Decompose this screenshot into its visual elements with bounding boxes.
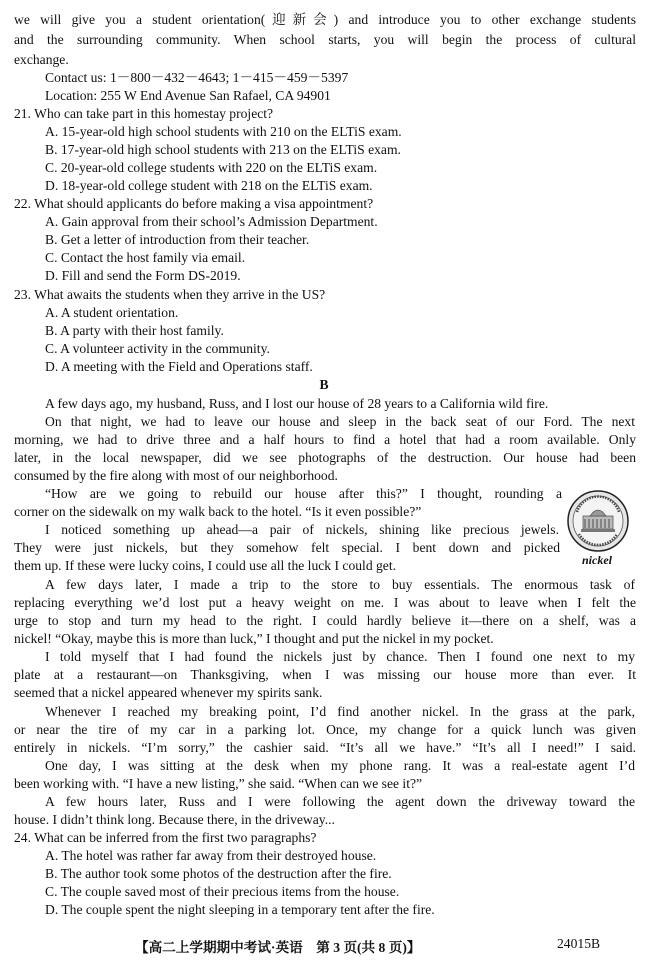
passage-p5-line1: A few days later, I made a trip to the store to buy essentials. The enormous task of	[45, 577, 635, 592]
q24-option-b: B. The author took some photos of the destruction after the fire.	[45, 866, 392, 881]
passage-p2-line1: On that night, we had to leave our house and sleep in the back seat of our Ford. The next	[45, 414, 635, 429]
intro-line-2: and the surrounding community. When school starts, you will begin the process of cultural	[14, 32, 636, 47]
passage-p6-line3: seemed that a nickel appeared whenever my spirits sank.	[14, 685, 323, 700]
q21-stem: 21. Who can take part in this homestay project?	[14, 106, 274, 121]
q22-option-a: A. Gain approval from their school’s Admission Department.	[45, 214, 378, 229]
q22-option-b: B. Get a letter of introduction from their teacher.	[45, 232, 310, 247]
passage-p5-line3: urge to stop and turn my head to the right. I could hardly believe it—there on a shelf, was a	[14, 613, 636, 628]
passage-p7-line3: entirely in nickels. “I’m sorry,” the cashier said. “It’s all we have.” “It’s all I need!” I said.	[14, 740, 636, 755]
passage-p2-line4: consumed by the fire along with most of our neighborhood.	[14, 468, 338, 483]
footer-title: 【高二上学期期中考试·英语 第 3 页(共 8 页)】	[135, 940, 421, 955]
q23-stem: 23. What awaits the students when they arrive in the US?	[14, 287, 326, 302]
section-heading: B	[319, 377, 329, 392]
footer-code: 24015B	[557, 936, 601, 951]
passage-p2-line2: morning, we had to drive three and a half hours to find a hotel that had a room available. Only	[14, 432, 636, 447]
q21-option-b: B. 17-year-old high school students with 213 on the ELTiS exam.	[45, 142, 401, 157]
passage-p8-line1: One day, I was sitting at the desk when my phone rang. It was a real-estate agent I’d	[45, 758, 635, 773]
contact-line: Contact us: 1－800－432－4643; 1－415－459－5397	[45, 70, 349, 85]
q22-option-c: C. Contact the host family via email.	[45, 250, 246, 265]
passage-p4-line2: They were just nickels, but they somehow felt special. I bent down and picked	[14, 540, 560, 555]
passage-p4-line3: them up. If these were lucky coins, I could use all the luck I could get.	[14, 558, 397, 573]
passage-p4-line1: I noticed something up ahead—a pair of nickels, shining like precious jewels.	[45, 522, 559, 537]
passage-p5-line4: nickel! “Okay, maybe this is more than luck,” I thought and put the nickel in my pocket.	[14, 631, 494, 646]
q24-option-d: D. The couple spent the night sleeping in a temporary tent after the fire.	[45, 902, 435, 917]
passage-p6-line2: plate at a restaurant—on Thanksgiving, when I was missing our house more than ever. It	[14, 667, 636, 682]
q24-stem: 24. What can be inferred from the first two paragraphs?	[14, 830, 317, 845]
passage-p7-line2: or near the tire of my car in a parking lot. Once, my change for a quick lunch was given	[14, 722, 636, 737]
passage-p9-line1: A few hours later, Russ and I were following the agent down the driveway toward the	[45, 794, 635, 809]
q23-option-c: C. A volunteer activity in the community.	[45, 341, 270, 356]
q24-option-a: A. The hotel was rather far away from their destroyed house.	[45, 848, 377, 863]
passage-p7-line1: Whenever I reached my breaking point, I’d find another nickel. In the grass at the park,	[45, 704, 635, 719]
q23-option-d: D. A meeting with the Field and Operations staff.	[45, 359, 313, 374]
q22-stem: 22. What should applicants do before making a visa appointment?	[14, 196, 374, 211]
passage-p2-line3: later, in the local newspaper, did we see photographs of the destruction. Our house had been	[14, 450, 636, 465]
q23-option-b: B. A party with their host family.	[45, 323, 224, 338]
q21-option-d: D. 18-year-old college student with 218 on the ELTiS exam.	[45, 178, 373, 193]
passage-p5-line2: replacing everything we’d lost put a heavy weight on me. I was about to leave when I felt the	[14, 595, 636, 610]
intro-line-1: we will give you a student orientation(迎新会) and introduce you to other exchange students	[14, 12, 636, 27]
q22-option-d: D. Fill and send the Form DS-2019.	[45, 268, 241, 283]
location-line: Location: 255 W End Avenue San Rafael, CA 94901	[45, 88, 331, 103]
q21-option-a: A. 15-year-old high school students with 210 on the ELTiS exam.	[45, 124, 402, 139]
q21-option-c: C. 20-year-old college students with 220 on the ELTiS exam.	[45, 160, 378, 175]
nickel-coin-image	[567, 490, 629, 552]
passage-p1: A few days ago, my husband, Russ, and I lost our house of 28 years to a California wild fire.	[45, 396, 549, 411]
intro-line-3: exchange.	[14, 52, 69, 67]
coin-caption: nickel	[582, 553, 612, 567]
q23-option-a: A. A student orientation.	[45, 305, 179, 320]
passage-p6-line1: I told myself that I had found the nickels just by chance. Then I found one next to my	[45, 649, 635, 664]
passage-p8-line2: been working with. “I have a new listing,” she said. “When can we see it?”	[14, 776, 423, 791]
q24-option-c: C. The couple saved most of their precious items from the house.	[45, 884, 400, 899]
passage-p9-line2: house. I didn’t think long. Because there, in the driveway...	[14, 812, 335, 827]
passage-p3-line2: corner on the sidewalk on my walk back to the hotel. “Is it even possible?”	[14, 504, 422, 519]
passage-p3-line1: “How are we going to rebuild our house after this?” I thought, rounding a	[45, 486, 562, 501]
